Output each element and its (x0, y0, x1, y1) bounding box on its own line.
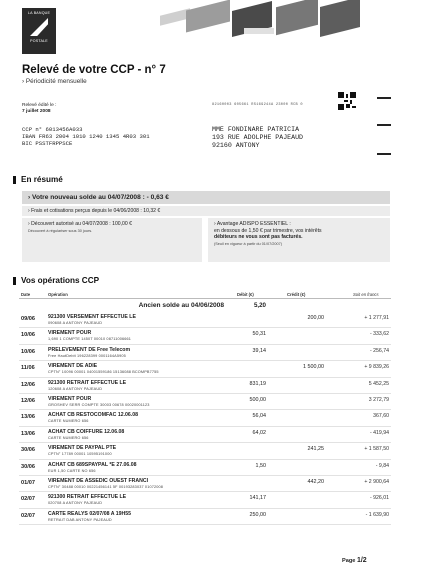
edited-date-block (22, 103, 56, 116)
row-date: 12/06 (21, 381, 35, 388)
opening-balance-debit: 5,20 (253, 302, 266, 309)
row-balance: - 926,01 (369, 495, 389, 502)
row-debit: 50,31 (252, 331, 266, 338)
row-operation: CARTE REALYS 02/07/08 A 19H55 (48, 510, 132, 517)
row-balance: - 256,74 (369, 347, 389, 354)
row-operation-detail: CPTN° 10096 00001 04001559186 15136088 BCOMPB7755 (48, 370, 159, 375)
fold-mark (377, 124, 391, 126)
row-credit: 1 500,00 (303, 364, 324, 371)
header-operation: Opération (48, 292, 68, 297)
row-operation-detail: CARTE NUMERO 656 (48, 419, 89, 424)
row-debit: 39,14 (252, 347, 266, 354)
row-balance: 367,60 (373, 413, 389, 420)
row-balance: + 1 277,91 (364, 315, 389, 321)
row-balance: - 1 639,90 (365, 511, 389, 518)
row-operation-detail: 020708 A ANTONY PAJEAUD (48, 501, 103, 506)
row-date: 11/06 (21, 365, 35, 372)
recipient-city: 92160 ANTONY (212, 142, 260, 150)
row-operation-detail: CPTN° 30488 00010 00221456141 5F 00193283037 01072008 (48, 484, 164, 489)
row-operation-detail: GROSHEV SERR COMPTE 30003 00678 00020001123 (48, 402, 150, 407)
table-row (19, 378, 391, 394)
overdraft-text: Découvert autorisé au 04/07/2008 : 100,00 € (31, 221, 132, 227)
decorative-banner (160, 2, 360, 36)
table-row (19, 492, 391, 508)
overdraft-note: Découvert à régulariser sous 30 jours. (28, 228, 93, 233)
page-number: Page 1/2 (342, 557, 367, 564)
row-balance: 5 452,25 (368, 380, 389, 387)
table-row (19, 345, 391, 361)
operations-section-title: Vos opérations CCP (13, 277, 99, 285)
header-debit: Débit (€) (237, 292, 254, 297)
row-balance: 3 272,79 (368, 396, 389, 403)
row-credit: 241,25 (307, 446, 324, 453)
table-header (19, 290, 391, 299)
row-operation: VIREMENT DE ASSEDIC OUEST FRANCI (48, 477, 149, 484)
row-operation: PRELEVEMENT DE Free Telecom (48, 346, 131, 353)
row-operation: 921300 RETRAIT EFFECTUE LE (48, 494, 127, 501)
row-debit: 141,17 (249, 495, 266, 502)
row-balance: - 9,84 (375, 462, 389, 469)
operations-rows (19, 312, 391, 525)
table-row (19, 509, 391, 525)
row-operation-detail: RETRAIT DAB ANTONY PAJEAUD (48, 517, 112, 522)
row-balance: + 9 839,26 (364, 364, 389, 371)
row-operation: 921300 RETRAIT EFFECTUE LE (48, 379, 127, 386)
row-balance: + 1 587,50 (364, 446, 389, 453)
row-date: 13/06 (21, 430, 35, 437)
qr-code-icon (338, 92, 356, 110)
edited-date: 7 juillet 2008 (22, 109, 51, 115)
row-operation: VIREMENT POUR (48, 330, 92, 337)
recipient-address (212, 126, 303, 151)
summary-section-title: En résumé (13, 176, 63, 184)
adispo-note: (Seuil en vigueur à partir du 01/07/2007) (214, 241, 282, 246)
row-date: 09/06 (21, 316, 35, 322)
row-debit: 500,00 (249, 396, 266, 403)
row-date: 10/06 (21, 348, 35, 355)
opening-balance-row (19, 299, 391, 312)
row-operation-detail: CPTN° 17789 00001 10595191000 (48, 452, 112, 457)
row-debit: 250,00 (249, 511, 266, 518)
fold-mark (377, 153, 391, 155)
adispo-text2: débiteurs ne vous sont pas facturés. (214, 234, 303, 241)
adispo-title: Avantage ADISPO ESSENTIEL : (216, 221, 291, 227)
row-operation-detail: EUR 1,50 CARTE NO 656 (48, 468, 96, 473)
row-date: 30/06 (21, 463, 35, 470)
recipient-name: MME FONDINARE PATRICIA (212, 126, 300, 133)
adispo-box: › Avantage ADISPO ESSENTIEL : en dessous de 1,50 € par trimestre, vos intérêts débiteurs ne vous sont pas facturés. (Seuil en vigueur à partir du 01/07/2007) (208, 218, 390, 262)
row-date: 01/07 (21, 479, 35, 486)
table-row (19, 460, 391, 476)
row-operation: 921300 VERSEMENT EFFECTUE LE (48, 314, 136, 320)
table-row (19, 443, 391, 459)
row-debit: 831,19 (249, 380, 266, 387)
page-title: Relevé de votre CCP - n° 7 (22, 64, 166, 76)
row-credit: 442,20 (307, 478, 324, 485)
operations-table (19, 290, 391, 525)
brand-mark-icon (30, 18, 48, 36)
opening-balance-label: Ancien solde au 04/06/2008 (138, 302, 224, 309)
row-date: 30/06 (21, 447, 35, 454)
table-row (19, 361, 391, 377)
row-debit: 64,02 (252, 429, 266, 436)
row-operation: ACHAT CB 689SPAYPAL *E 27.06.08 (48, 461, 137, 468)
row-operation-detail: 120608 A ANTONY PAJEAUD (48, 386, 103, 391)
table-row (19, 394, 391, 410)
row-debit: 56,04 (252, 413, 266, 420)
adispo-text1: en dessous de 1,50 € par trimestre, vos intérêts (214, 227, 322, 234)
barcode-text: 82160003 605661 RS169244A 23000 RCB 0 (212, 103, 303, 107)
row-balance: + 2 900,64 (364, 478, 389, 485)
row-operation-detail: Free HautDebit 196228399 0001164A5905 (48, 353, 126, 358)
row-date: 13/06 (21, 414, 35, 421)
table-row (19, 328, 391, 344)
brand-line1: LA BANQUE (27, 11, 51, 15)
header-date: Date (21, 292, 31, 297)
table-row (19, 410, 391, 426)
bic: BIC PSSTFRPPSCE (22, 140, 73, 147)
ccp-number: CCP n° 6013456A033 (22, 126, 83, 133)
row-operation: VIREMENT DE PAYPAL PTE (48, 445, 117, 452)
iban: IBAN FR63 2004 1010 1240 1345 4R03 301 (22, 133, 150, 140)
page-subtitle: › Périodicité mensuelle (22, 78, 87, 85)
table-row (19, 427, 391, 443)
table-row (19, 312, 391, 328)
row-date: 02/07 (21, 512, 35, 519)
fees-line: › Frais et cotisations perçus depuis le 04/06/2008 : 10,32 € (22, 206, 390, 216)
row-balance: - 419,94 (369, 429, 389, 436)
recipient-street: 193 RUE ADOLPHE PAJEAUD (212, 134, 304, 142)
account-details (22, 126, 150, 147)
row-operation-detail: 1,690 1 COMPTE 1450T 00010 08711006661 (48, 337, 132, 342)
row-debit: 1,50 (255, 462, 266, 469)
row-operation: VIREMENT DE ADIE (48, 363, 98, 370)
row-operation: ACHAT CB RESTOCOMFAC 12.06.08 (48, 412, 139, 419)
row-date: 02/07 (21, 496, 35, 503)
table-row (19, 476, 391, 492)
fold-mark (377, 97, 391, 99)
overdraft-box: › Découvert autorisé au 04/07/2008 : 100,00 € Découvert à régulariser sous 30 jours. (22, 218, 202, 262)
row-date: 10/06 (21, 332, 35, 339)
new-balance: › Votre nouveau solde au 04/07/2008 : - 0,63 € (22, 191, 390, 204)
row-operation: ACHAT CB COIFFURE 12.06.08 (48, 428, 125, 435)
row-credit: 200,00 (307, 315, 324, 321)
row-operation-detail: 090608 A ANTONY PAJEAUD (48, 321, 103, 325)
bank-logo (22, 8, 56, 54)
row-operation: VIREMENT POUR (48, 395, 92, 402)
row-balance: - 333,62 (369, 331, 389, 338)
edited-label: Relevé édité le : (22, 103, 57, 108)
row-date: 12/06 (21, 397, 35, 404)
header-balance: Soit en francs (353, 292, 379, 297)
brand-line2: POSTALE (30, 39, 48, 43)
summary-box (22, 191, 390, 262)
row-operation-detail: CARTE NUMERO 656 (48, 435, 89, 440)
header-credit: Crédit (€) (287, 292, 306, 297)
